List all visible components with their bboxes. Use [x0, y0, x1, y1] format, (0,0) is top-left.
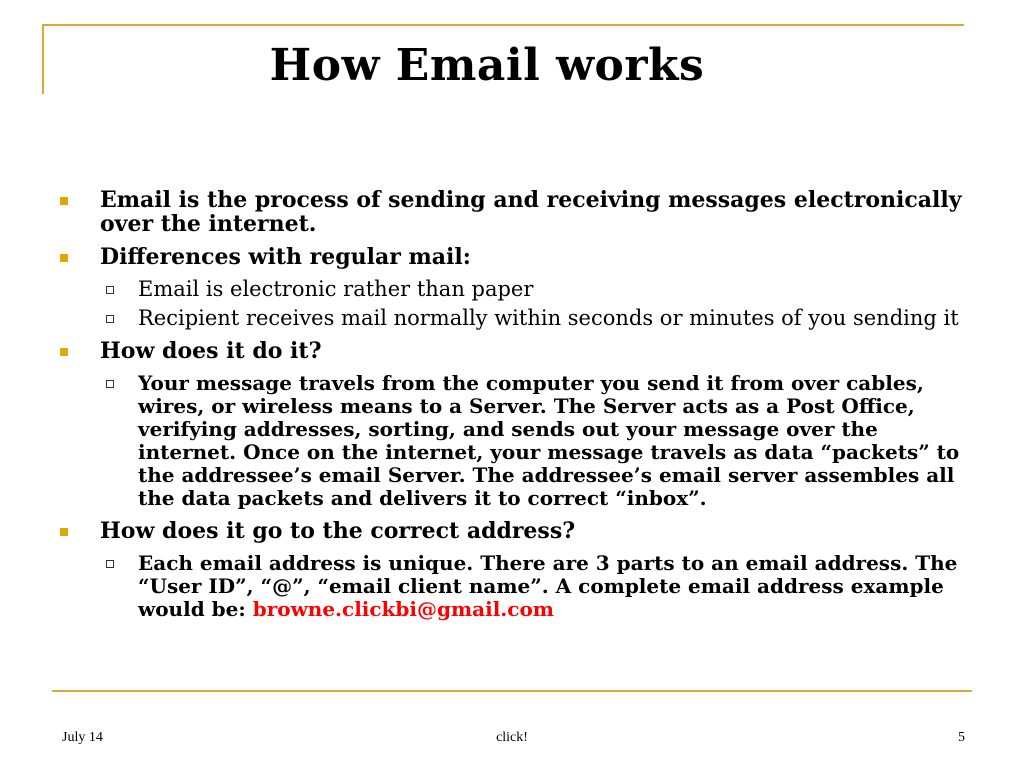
bullet-text: How does it do it?: [100, 338, 322, 364]
sub-bullet-electronic: [60, 278, 980, 301]
example-email-address: browne.clickbi@gmail.com: [252, 597, 554, 621]
bullet-differences: [60, 245, 980, 269]
sub-bullet-text: Your message travels from the computer you send it from over cables, wires, or wireless means to a Server. The Server acts as a Post Office, verifying addresses, sorting, and sends out your message over the internet. Once on the internet, your message travels as data “packets” to the addressee’s email Server. The addressee’s email server assembles all the data packets and delivers it to correct “inbox”.: [138, 371, 960, 510]
square-bullet-icon: [60, 528, 68, 536]
square-bullet-icon: [60, 254, 68, 262]
slide-content: [60, 188, 980, 627]
hollow-square-bullet-icon: [106, 560, 114, 568]
bullet-correct-address: [60, 519, 980, 543]
sub-bullet-unique-address: [60, 552, 980, 621]
bullet-text: Email is the process of sending and receiving messages electronically over the internet.: [100, 187, 962, 237]
sub-bullet-message-travel: [60, 372, 980, 510]
bullet-email-definition: [60, 188, 980, 236]
sub-bullet-text: Each email address is unique. There are 3 parts to an email address. The “User ID”, “@”, “email client name”. A complete email address example would be:: [138, 551, 958, 621]
page-number: 5: [958, 730, 965, 745]
footer-rule: [52, 690, 972, 692]
hollow-square-bullet-icon: [106, 380, 114, 388]
square-bullet-icon: [60, 348, 68, 356]
footer-center-text: click!: [496, 730, 528, 745]
square-bullet-icon: [60, 197, 68, 205]
sub-bullet-recipient: [60, 307, 980, 330]
bullet-how-does-it-do-it: [60, 339, 980, 363]
hollow-square-bullet-icon: [106, 286, 114, 294]
title-frame-horizontal-rule: [42, 24, 964, 26]
sub-bullet-text: Recipient receives mail normally within seconds or minutes of you sending it: [138, 306, 959, 330]
hollow-square-bullet-icon: [106, 315, 114, 323]
slide-title: How Email works: [269, 40, 705, 91]
footer-date: July 14: [62, 730, 103, 745]
bullet-text: Differences with regular mail:: [100, 244, 471, 270]
bullet-text: How does it go to the correct address?: [100, 518, 576, 544]
sub-bullet-text: Email is electronic rather than paper: [138, 277, 534, 301]
